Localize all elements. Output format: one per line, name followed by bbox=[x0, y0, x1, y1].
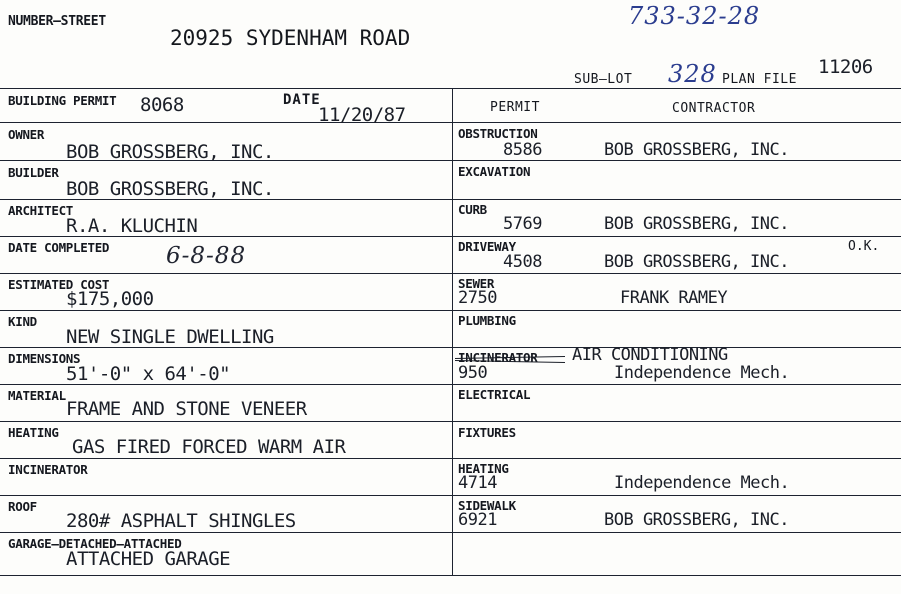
sewer-permit: 2750 bbox=[458, 288, 497, 308]
curb-label: CURB bbox=[458, 202, 487, 217]
curb-permit: 5769 bbox=[503, 214, 542, 234]
roof-value: 280# ASPHALT SHINGLES bbox=[66, 510, 296, 532]
heating-right-contractor: Independence Mech. bbox=[614, 473, 790, 493]
sidewalk-contractor: BOB GROSSBERG, INC. bbox=[604, 510, 789, 530]
driveway-contractor: BOB GROSSBERG, INC. bbox=[604, 252, 789, 272]
date-value: 11/20/87 bbox=[318, 104, 406, 126]
plan-file-value: 11206 bbox=[818, 56, 873, 78]
date-label: DATE bbox=[283, 92, 321, 108]
rule-10 bbox=[0, 458, 901, 459]
kind-label: KIND bbox=[8, 314, 37, 329]
plan-file-label: PLAN FILE bbox=[722, 72, 797, 87]
column-divider bbox=[452, 88, 453, 575]
rule-6 bbox=[0, 310, 901, 311]
dimensions-label: DIMENSIONS bbox=[8, 351, 81, 366]
incinerator-struck-label: INCINERATOR bbox=[458, 350, 538, 365]
top-right-handwritten-number: 733-32-28 bbox=[628, 2, 761, 30]
driveway-ok-note: O.K. bbox=[848, 239, 880, 254]
street-address: 20925 SYDENHAM ROAD bbox=[170, 26, 411, 50]
estimated-cost-value: $175,000 bbox=[66, 288, 154, 310]
kind-value: NEW SINGLE DWELLING bbox=[66, 326, 274, 348]
heating-right-label: HEATING bbox=[458, 461, 509, 476]
driveway-permit: 4508 bbox=[503, 252, 542, 272]
dimensions-value: 51'-0" x 64'-0" bbox=[66, 363, 231, 385]
material-value: FRAME AND STONE VENEER bbox=[66, 398, 307, 420]
sewer-label: SEWER bbox=[458, 276, 495, 291]
driveway-label: DRIVEWAY bbox=[458, 239, 516, 254]
rule-top bbox=[0, 88, 901, 89]
building-permit-label: BUILDING PERMIT bbox=[8, 93, 117, 108]
permit-column-header: PERMIT bbox=[490, 100, 540, 115]
air-conditioning-permit: 950 bbox=[458, 363, 488, 383]
builder-value: BOB GROSSBERG, INC. bbox=[66, 178, 274, 200]
air-conditioning-label: AIR CONDITIONING bbox=[572, 345, 728, 365]
air-conditioning-contractor: Independence Mech. bbox=[614, 363, 790, 383]
obstruction-permit: 8586 bbox=[503, 140, 542, 160]
heating-value: GAS FIRED FORCED WARM AIR bbox=[72, 436, 346, 458]
obstruction-label: OBSTRUCTION bbox=[458, 126, 538, 141]
building-permit-value: 8068 bbox=[140, 94, 184, 116]
sub-lot-value: 328 bbox=[668, 60, 717, 88]
garage-label: GARAGE–DETACHED–ATTACHED bbox=[8, 536, 182, 551]
electrical-label: ELECTRICAL bbox=[458, 387, 531, 402]
rule-11 bbox=[0, 495, 901, 496]
number-street-label: NUMBER–STREET bbox=[8, 14, 106, 29]
heating-label: HEATING bbox=[8, 425, 59, 440]
garage-value: ATTACHED GARAGE bbox=[66, 548, 231, 570]
rule-9 bbox=[0, 421, 901, 422]
architect-value: R.A. KLUCHIN bbox=[66, 215, 198, 237]
rule-1 bbox=[0, 122, 901, 123]
rule-bottom bbox=[0, 575, 901, 576]
date-completed-label: DATE COMPLETED bbox=[8, 240, 110, 255]
fixtures-label: FIXTURES bbox=[458, 425, 516, 440]
date-completed-value: 6-8-88 bbox=[166, 243, 247, 269]
rule-12 bbox=[0, 532, 901, 533]
sidewalk-label: SIDEWALK bbox=[458, 498, 516, 513]
sub-lot-label: SUB–LOT bbox=[574, 72, 633, 87]
owner-value: BOB GROSSBERG, INC. bbox=[66, 141, 274, 163]
curb-contractor: BOB GROSSBERG, INC. bbox=[604, 214, 789, 234]
owner-label: OWNER bbox=[8, 127, 45, 142]
material-label: MATERIAL bbox=[8, 388, 66, 403]
sewer-contractor: FRANK RAMEY bbox=[620, 288, 728, 308]
incinerator-label: INCINERATOR bbox=[8, 462, 88, 477]
roof-label: ROOF bbox=[8, 499, 37, 514]
excavation-label: EXCAVATION bbox=[458, 164, 531, 179]
rule-5 bbox=[0, 273, 901, 274]
obstruction-contractor: BOB GROSSBERG, INC. bbox=[604, 140, 789, 160]
sidewalk-permit: 6921 bbox=[458, 510, 497, 530]
estimated-cost-label: ESTIMATED COST bbox=[8, 277, 110, 292]
plumbing-label: PLUMBING bbox=[458, 313, 516, 328]
builder-label: BUILDER bbox=[8, 165, 59, 180]
contractor-column-header: CONTRACTOR bbox=[672, 101, 756, 116]
architect-label: ARCHITECT bbox=[8, 203, 74, 218]
heating-right-permit: 4714 bbox=[458, 473, 497, 493]
